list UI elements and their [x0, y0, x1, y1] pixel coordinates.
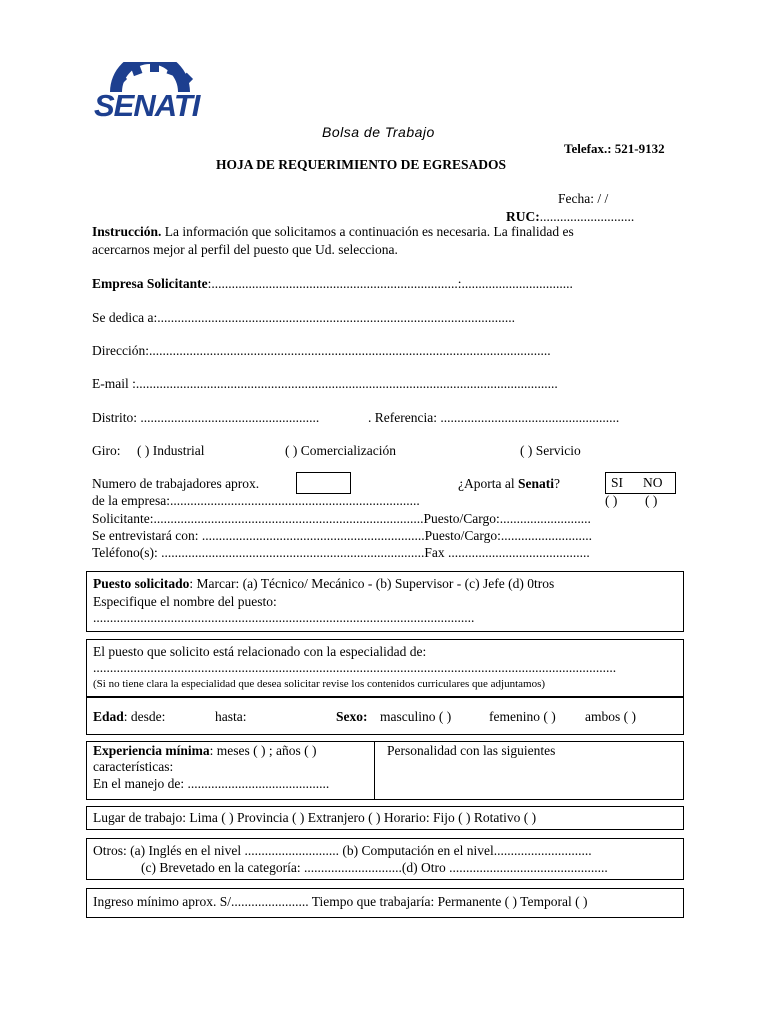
especialidad-note: (Si no tiene clara la especialidad que desea solicitar revise los contenidos curriculares que adjuntamos): [93, 678, 546, 690]
sexo-femenino-checkbox[interactable]: femenino ( ): [489, 709, 556, 724]
ingreso-field[interactable]: Ingreso mínimo aprox. S/....................... Tiempo que trabajaría: Permanente ( ) Temporal ( ): [93, 894, 588, 909]
puesto-label: Puesto solicitado: [93, 576, 190, 591]
especialidad-label: El puesto que solicito está relacionado con la especialidad de:: [93, 644, 427, 659]
instruction-line2: acercarnos mejor al perfil del puesto que Ud. selecciona.: [92, 242, 398, 257]
puesto-section: [86, 571, 684, 632]
email-field[interactable]: E-mail :.............................................................................................................................: [92, 376, 558, 391]
sexo-label: Sexo:: [336, 709, 368, 724]
si-no-box: [605, 472, 676, 494]
empresa-label: Empresa Solicitante: [92, 276, 208, 291]
instruction-label: Instrucción.: [92, 224, 162, 239]
telefax: Telefax.: 521-9132: [564, 141, 665, 156]
ruc-field[interactable]: [506, 209, 634, 225]
entrevistara-field[interactable]: Se entrevistará con: ..................................................................Puesto/Cargo:...........................: [92, 528, 592, 543]
empresa-field[interactable]: Empresa Solicitante:.........................................................................:.................................: [92, 276, 573, 291]
no-label: NO: [643, 475, 663, 490]
solicitante-field[interactable]: Solicitante:................................................................................Puesto/Cargo:...........................: [92, 511, 591, 526]
section-divider: [374, 742, 375, 799]
num-trabajadores-input[interactable]: [296, 472, 351, 494]
distrito-field[interactable]: Distrito: .....................................................: [92, 410, 320, 425]
puesto-line1[interactable]: Puesto solicitado: Marcar: (a) Técnico/ Mecánico - (b) Supervisor - (c) Jefe (d) 0tros: [93, 576, 555, 591]
ruc-label: RUC:: [506, 209, 540, 224]
giro-servicio-checkbox[interactable]: ( ) Servicio: [520, 443, 581, 458]
experiencia-line1[interactable]: Experiencia mínima: meses ( ) ; años ( ): [93, 743, 317, 758]
personalidad-field[interactable]: Personalidad con las siguientes: [387, 743, 556, 758]
sexo-ambos-checkbox[interactable]: ambos ( ): [585, 709, 636, 724]
senati-logo: [92, 62, 212, 126]
edad-label: Edad: [93, 709, 124, 724]
direccion-field[interactable]: Dirección:.......................................................................................................................: [92, 343, 551, 358]
telefonos-field[interactable]: Teléfono(s): ..............................................................................Fax ..........................................: [92, 545, 590, 560]
no-checkbox[interactable]: ( ): [645, 493, 658, 508]
page-title: HOJA DE REQUERIMIENTO DE EGRESADOS: [216, 157, 507, 172]
fecha-field[interactable]: Fecha: / /: [558, 191, 609, 206]
ingreso-section: [86, 888, 684, 918]
especialidad-section: [86, 639, 684, 697]
si-label: SI: [611, 475, 624, 490]
lugar-horario-field[interactable]: Lugar de trabajo: Lima ( ) Provincia ( ) Extranjero ( ) Horario: Fijo ( ) Rotativo ( ): [93, 810, 537, 825]
edad-hasta-field[interactable]: hasta:: [215, 709, 247, 724]
edad-sexo-section: [86, 697, 684, 735]
si-checkbox[interactable]: ( ): [605, 493, 618, 508]
sexo-masculino-checkbox[interactable]: masculino ( ): [380, 709, 452, 724]
lugar-section: [86, 806, 684, 830]
ruc-dots: ............................: [539, 209, 635, 224]
dedica-field[interactable]: Se dedica a:..........................................................................................................: [92, 310, 515, 325]
referencia-field[interactable]: . Referencia: .....................................................: [368, 410, 620, 425]
giro-comercial-checkbox[interactable]: ( ) Comercialización: [285, 443, 396, 458]
otros-section: [86, 838, 684, 880]
otros-line1[interactable]: Otros: (a) Inglés en el nivel ............................ (b) Computación en el nivel.............................: [93, 843, 592, 858]
puesto-line2: Especifique el nombre del puesto:: [93, 594, 277, 609]
otros-line2[interactable]: (c) Brevetado en la categoría: .............................(d) Otro ...............................................: [141, 860, 608, 875]
num-trabajadores-label: Numero de trabajadores aprox.: [92, 476, 260, 491]
especialidad-field[interactable]: ...........................................................................................................................................................: [93, 660, 617, 675]
experiencia-line2: características:: [93, 759, 174, 774]
edad-desde-field[interactable]: Edad: desde:: [93, 709, 166, 724]
manejo-field[interactable]: En el manejo de: ..........................................: [93, 776, 330, 791]
logo-text: SENATI: [94, 88, 200, 123]
giro-industrial-checkbox[interactable]: ( ) Industrial: [137, 443, 205, 458]
experiencia-section: [86, 741, 684, 800]
de-la-empresa-field[interactable]: de la empresa:..........................................................................: [92, 493, 420, 508]
experiencia-label: Experiencia mínima: [93, 743, 210, 758]
aporta-senati-label: ¿Aporta al Senati?: [458, 476, 560, 491]
instruction-line1: Instrucción. La información que solicitamos a continuación es necesaria. La finalidad es: [92, 224, 574, 239]
giro-label: Giro:: [92, 443, 121, 458]
puesto-nombre-field[interactable]: .................................................................................................................: [93, 610, 475, 625]
subtitle: Bolsa de Trabajo: [322, 124, 435, 140]
